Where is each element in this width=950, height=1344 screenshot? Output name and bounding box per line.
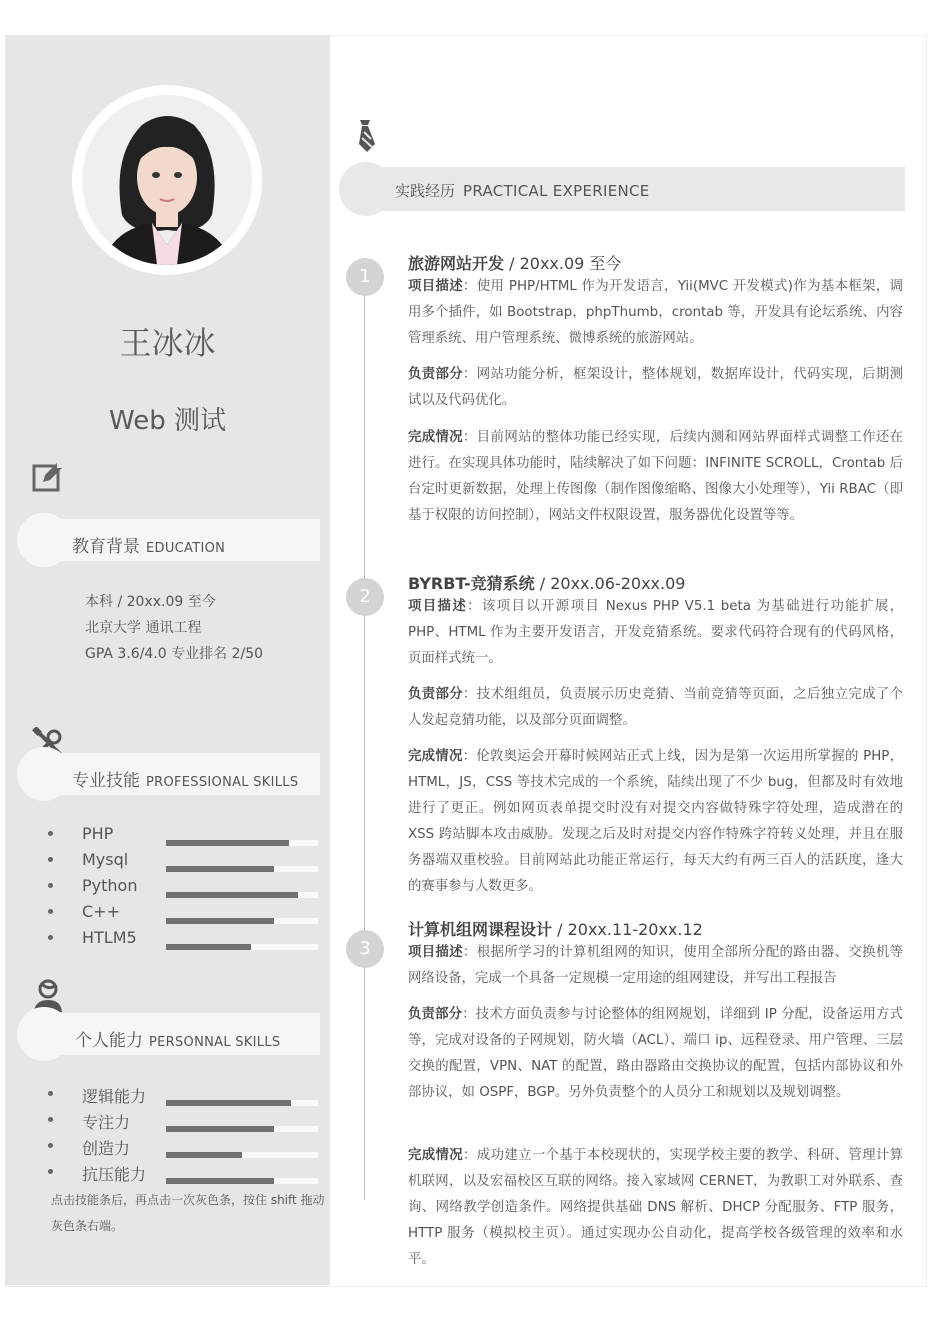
- bullet: [48, 857, 53, 862]
- avatar-portrait: [82, 95, 252, 265]
- ability-bar-track[interactable]: [166, 1178, 318, 1184]
- skill-row[interactable]: [48, 902, 323, 922]
- project-heading: BYRBT-竞猜系统 / 20xx.06-20xx.09: [408, 574, 686, 593]
- project-result: 完成情况：成功建立一个基于本校现状的，实现学校主要的教学、科研、管理计算机联网，以及宏福校区互联的网络。接入家域网 CERNET，为教职工对外联系、查询、网络教学创造条件。网络提供基础 DNS 解析、DHCP 分配服务、FTP 服务，HTTP 服务（模拟校主页）。通过实现办公自动化，提高学校各级管理的效率和水平。: [408, 1148, 904, 1267]
- skill-label: Python: [82, 876, 138, 895]
- tie-icon: [355, 118, 381, 154]
- project-duty: 负责部分：技术组组员，负责展示历史竞猜、当前竞猜等页面，之后独立完成了个人发起竞猜功能，以及部分页面调整。: [408, 687, 904, 728]
- project-description: 项目描述：根据所学习的计算机组网的知识，使用全部所分配的路由器、交换机等网络设备，完成一个具备一定规模一定用途的组网建设，并写出工程报告: [408, 945, 904, 986]
- skill-label: C++: [82, 902, 120, 921]
- ability-bar-track[interactable]: [166, 1100, 318, 1106]
- skill-bar-fill[interactable]: [166, 866, 274, 872]
- skill-bar-track[interactable]: [166, 892, 318, 898]
- education-school: 北京大学 通讯工程: [85, 620, 202, 636]
- ability-row[interactable]: [48, 1084, 323, 1104]
- ability-bar-fill[interactable]: [166, 1126, 274, 1132]
- experience-title: 实践经历 PRACTICAL EXPERIENCE: [395, 182, 650, 200]
- ability-label: 抗压能力: [82, 1165, 147, 1184]
- ability-row[interactable]: [48, 1162, 323, 1182]
- ability-row[interactable]: [48, 1136, 323, 1156]
- skill-bar-track[interactable]: [166, 866, 318, 872]
- bullet: [48, 1091, 53, 1096]
- project-duty: 负责部分：网站功能分析，框架设计，整体规划，数据库设计，代码实现，后期测试以及代码优化。: [408, 367, 904, 408]
- skill-bar-track[interactable]: [166, 918, 318, 924]
- education-header-circle: [17, 513, 71, 567]
- ability-row[interactable]: [48, 1110, 323, 1130]
- education-title: 教育背景 EDUCATION: [72, 537, 226, 557]
- education-gpa: GPA 3.6/4.0 专业排名 2/50: [85, 646, 264, 662]
- bullet: [48, 1117, 53, 1122]
- project-result: 完成情况：目前网站的整体功能已经实现，后续内测和网站界面样式调整工作还在进行。在实现具体功能时，陆续解决了如下问题：INFINITE SCROLL，Crontab 后台定时更新数据，处理上传图像（制作图像缩略、图像大小处理等），Yii RBAC（即基于权限的访问控制），网站文件权限设置，服务器优化设置等等。: [408, 430, 904, 523]
- edit-icon: [31, 460, 65, 494]
- skill-bar-track[interactable]: [166, 944, 318, 950]
- ability-bar-fill[interactable]: [166, 1152, 242, 1158]
- ability-bar-track[interactable]: [166, 1126, 318, 1132]
- timeline-marker: 1: [346, 258, 384, 296]
- skills-header-circle: [17, 747, 71, 801]
- skill-row[interactable]: [48, 928, 323, 948]
- project-description: 项目描述：使用 PHP/HTML 作为开发语言，Yii(MVC 开发模式)作为基本框架，调用多个插件，如 Bootstrap，phpThumb，crontab 等，开发具有论坛系统、内容管理系统、用户管理系统、微博系统的旅游网站。: [408, 279, 903, 346]
- skill-bar-fill[interactable]: [166, 944, 251, 950]
- experience-header-circle: [339, 162, 393, 216]
- timeline-line: [364, 266, 365, 1200]
- bullet: [48, 831, 53, 836]
- skill-bar-track[interactable]: [166, 840, 318, 846]
- ability-bar-track[interactable]: [166, 1152, 318, 1158]
- timeline-marker: 2: [346, 578, 384, 616]
- bullet: [48, 1143, 53, 1148]
- job-title: Web 测试: [109, 406, 226, 436]
- ability-label: 专注力: [82, 1113, 131, 1132]
- avatar: [82, 95, 252, 265]
- skill-row[interactable]: [48, 824, 323, 844]
- skill-label: HTLM5: [82, 928, 137, 947]
- project-duty: 负责部分：技术方面负责参与讨论整体的组网规划，详细到 IP 分配，设备运用方式等，完成对设备的子网规划，防火墙（ACL）、端口 ip、远程登录、用户管理、三层交换的配置，VPN、NAT 的配置，路由器路由交换协议的配置，包括内部协议和外部协议，如 OSPF，BGP。另外负责整个的人员分工和规划以及规划调整。: [408, 1007, 904, 1100]
- skills-title: 专业技能 PROFESSIONAL SKILLS: [72, 771, 299, 791]
- skill-row[interactable]: [48, 876, 323, 896]
- ability-label: 逻辑能力: [82, 1087, 147, 1106]
- ability-bar-fill[interactable]: [166, 1100, 291, 1106]
- project-description: 项目描述：该项目以开源项目 Nexus PHP V5.1 beta 为基础进行功能扩展，PHP、HTML 作为主要开发语言，开发竞猜系统。要求代码符合现有的代码风格，页面样式统一。: [408, 599, 904, 666]
- skill-row[interactable]: [48, 850, 323, 870]
- abilities-title: 个人能力 PERSONNAL SKILLS: [75, 1031, 281, 1051]
- skill-bar-fill[interactable]: [166, 892, 298, 898]
- bullet: [48, 935, 53, 940]
- skill-bar-fill[interactable]: [166, 918, 274, 924]
- skill-label: Mysql: [82, 850, 129, 869]
- timeline-marker: 3: [346, 930, 384, 968]
- ability-bar-fill[interactable]: [166, 1178, 274, 1184]
- skill-label: PHP: [82, 824, 114, 843]
- project-heading: 旅游网站开发 / 20xx.09 至今: [408, 254, 622, 273]
- abilities-header-circle: [17, 1007, 71, 1061]
- project-result: 完成情况：伦敦奥运会开幕时候网站正式上线，因为是第一次运用所掌握的 PHP，HTML，JS，CSS 等技术完成的一个系统，陆续出现了不少 bug，但都及时有效地进行了更正。例如网页表单提交时没有对提交内容做特殊字符处理，造成潜在的 XSS 跨站脚本攻击威胁。发现之后及时对提交内容作特殊字符转义处理，并且在服务器端双重校验。目前网站此功能正常运行，每天大约有两三百人的活跃度，逢大的赛事参与人数更多。: [408, 749, 903, 894]
- bullet: [48, 909, 53, 914]
- education-degree: 本科 / 20xx.09 至今: [85, 594, 216, 610]
- skill-bar-fill[interactable]: [166, 840, 289, 846]
- ability-label: 创造力: [82, 1139, 131, 1158]
- skill-bar-hint: 点击技能条后，再点击一次灰色条，按住 shift 拖动灰色条右端。: [51, 1193, 325, 1233]
- bullet: [48, 1169, 53, 1174]
- bullet: [48, 883, 53, 888]
- candidate-name: 王冰冰: [119, 324, 216, 362]
- project-heading: 计算机组网课程设计 / 20xx.11-20xx.12: [408, 920, 703, 939]
